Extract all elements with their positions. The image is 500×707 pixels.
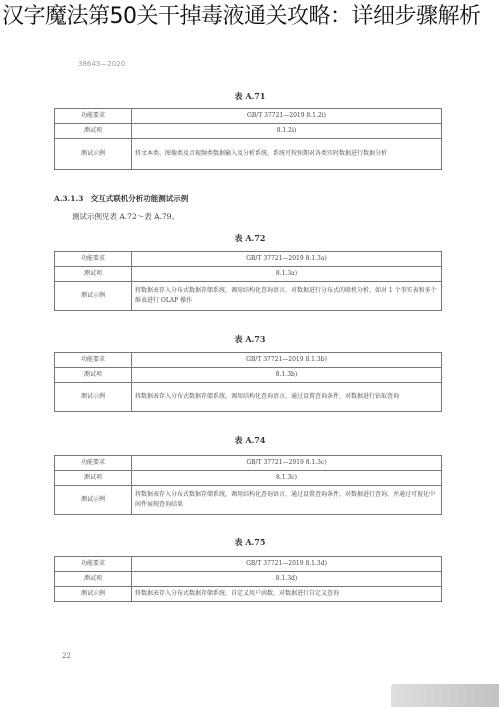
row-key: 功能要求: [55, 353, 132, 368]
row-key: 测试项: [55, 471, 132, 486]
row-value: GB/T 37721—2019 8.1.3d): [132, 557, 442, 572]
page-number: 22: [62, 652, 71, 660]
table-row: [55, 139, 442, 170]
row-key: 测试示例: [55, 587, 132, 602]
table-caption: 表 A.74: [234, 435, 266, 445]
requirement-table: [54, 556, 442, 602]
table-caption: 表 A.71: [234, 91, 266, 101]
row-value: 将数据表存入分布式数据存储系统，自定义用户函数，对数据进行自定义查询: [132, 587, 442, 602]
row-key: 测试项: [55, 572, 132, 587]
row-key: 测试示例: [55, 282, 132, 311]
table-caption: 表 A.75: [234, 537, 266, 547]
standard-number: 38643—2020: [78, 60, 126, 68]
table-row: [55, 267, 442, 282]
table-row: [55, 572, 442, 587]
row-value: 8.1.3b): [132, 368, 442, 383]
row-key: 功能要求: [55, 252, 132, 267]
row-key: 测试示例: [55, 139, 132, 170]
table-row: [55, 486, 442, 515]
table-row: [55, 587, 442, 602]
row-key: 测试示例: [55, 486, 132, 515]
table-row: [55, 109, 442, 124]
table-row: [55, 282, 442, 311]
row-value: 将数据表存入分布式数据存储系统，调用结构化查询语言，通过设置查询条件，对数据进行查询，并通过可视化中间件展现查询结果: [132, 486, 442, 515]
table-row: [55, 368, 442, 383]
row-value: 8.1.2i): [132, 124, 442, 139]
row-key: 功能要求: [55, 557, 132, 572]
table-row: [55, 353, 442, 368]
overlay-title: 汉字魔法第50关干掉毒液通关攻略：详细步骤解析: [2, 4, 481, 29]
row-key: 测试示例: [55, 383, 132, 412]
requirement-table: [54, 455, 442, 515]
table-row: [55, 383, 442, 412]
requirement-table: [54, 352, 442, 412]
table-row: [55, 124, 442, 139]
table-caption: 表 A.73: [234, 334, 266, 344]
row-key: 功能要求: [55, 456, 132, 471]
row-key: 测试项: [55, 267, 132, 282]
row-key: 测试项: [55, 124, 132, 139]
requirement-table: [54, 251, 442, 311]
table-row: [55, 456, 442, 471]
row-value: GB/T 37721—2019 8.1.3a): [132, 252, 442, 267]
row-value: GB/T 37721—2019 8.1.3c): [132, 456, 442, 471]
table-caption: 表 A.72: [234, 233, 266, 243]
table-row: [55, 557, 442, 572]
row-value: 将数据表存入分布式数据存储系统，调用结构化查询语言，对数据进行分布式的联机分析，如对 1 个事实表和多个维表进行 OLAP 操作: [132, 282, 442, 311]
row-value: GB/T 37721—2019 8.1.2i): [132, 109, 442, 124]
row-value: 8.1.3c): [132, 471, 442, 486]
row-key: 功能要求: [55, 109, 132, 124]
section-paragraph: 测试示例见表 A.72～表 A.79。: [72, 212, 179, 221]
requirement-table: [54, 108, 442, 170]
row-value: 将数据表存入分布式数据存储系统，调用结构化查询语言，通过设置查询条件，对数据进行钻取查询: [132, 383, 442, 412]
table-row: [55, 252, 442, 267]
section-heading: A.3.1.3 交互式联机分析功能测试示例: [54, 194, 189, 203]
row-value: 8.1.3a): [132, 267, 442, 282]
row-value: GB/T 37721—2019 8.1.3b): [132, 353, 442, 368]
table-row: [55, 471, 442, 486]
row-value: 将文本类、图像类及音视频类数据输入及分析系统，系统可按预期对各类实时数据进行数据分析: [132, 139, 442, 170]
watermark: [391, 684, 499, 707]
row-value: 8.1.3d): [132, 572, 442, 587]
row-key: 测试项: [55, 368, 132, 383]
